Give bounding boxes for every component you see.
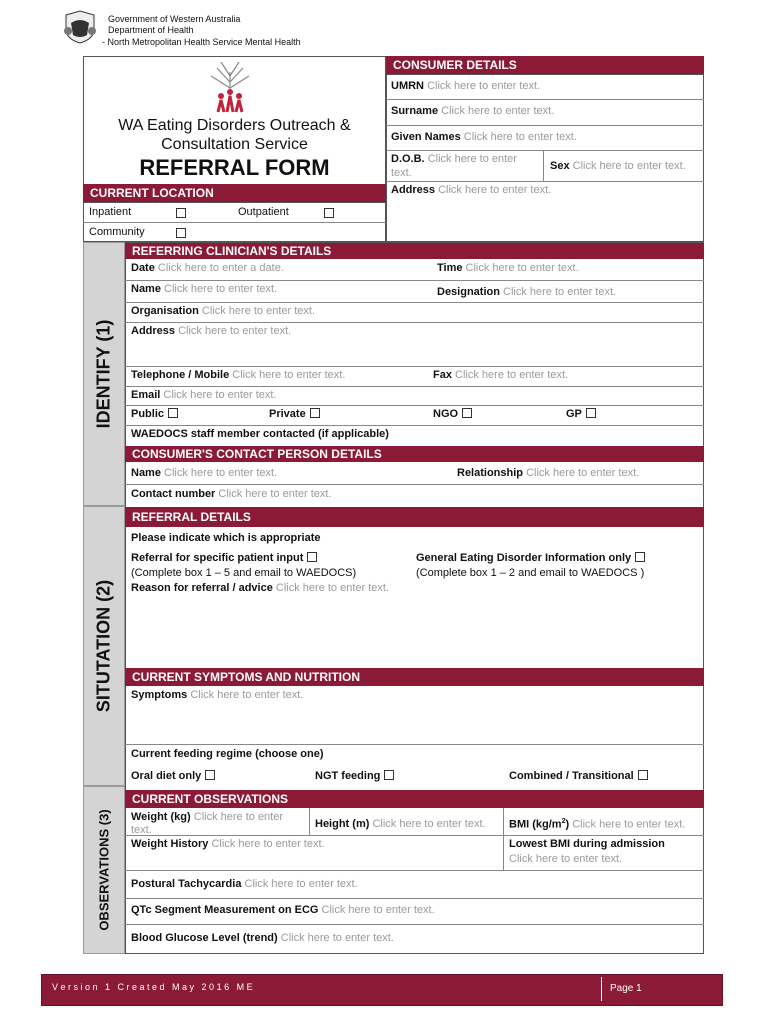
community-option[interactable]: Community <box>89 226 145 238</box>
dept-line: Department of Health <box>108 25 194 35</box>
private-option[interactable]: Private <box>269 408 320 420</box>
indicate-label: Please indicate which is appropriate <box>131 532 321 544</box>
telephone-field[interactable]: Telephone / Mobile Click here to enter text. <box>131 369 346 381</box>
identify-sidebar: IDENTIFY (1) <box>83 242 125 506</box>
specific-input-note: (Complete box 1 – 5 and email to WAEDOCS) <box>131 567 357 579</box>
general-info-note: (Complete box 1 – 2 and email to WAEDOCS ) <box>416 567 645 579</box>
location-header: CURRENT LOCATION <box>83 184 386 202</box>
contact-name-field[interactable]: Name Click here to enter text. <box>131 467 278 479</box>
sex-field[interactable]: Sex Click here to enter text. <box>550 160 686 172</box>
reason-field[interactable]: Reason for referral / advice Click here to enter text. <box>131 582 390 594</box>
oral-diet-option[interactable]: Oral diet only <box>131 770 215 782</box>
wa-crest-logo <box>60 9 100 45</box>
weight-history-field[interactable]: Weight History Click here to enter text. <box>131 838 325 850</box>
weight-field[interactable]: Weight (kg) Click here to enter text. <box>131 811 284 836</box>
designation-field[interactable]: Designation Click here to enter text. <box>437 286 617 298</box>
specific-input-option[interactable]: Referral for specific patient input <box>131 552 317 564</box>
symptoms-header: CURRENT SYMPTOMS AND NUTRITION <box>125 668 704 686</box>
consumer-header: CONSUMER DETAILS <box>386 56 704 74</box>
email-field[interactable]: Email Click here to enter text. <box>131 389 277 401</box>
referral-header: REFERRAL DETAILS <box>125 507 704 527</box>
dob-field[interactable]: D.O.B. Click here to enter text. <box>391 153 517 179</box>
relationship-field[interactable]: Relationship Click here to enter text. <box>457 467 640 479</box>
public-option[interactable]: Public <box>131 408 178 420</box>
outpatient-checkbox[interactable] <box>324 208 334 218</box>
service-line: - North Metropolitan Health Service Mental Health <box>102 37 301 47</box>
bmi-field[interactable]: BMI $(kg/m^2)$ Click here to enter text. <box>509 818 686 831</box>
umrn-field[interactable]: UMRN Click here to enter text. <box>391 80 541 92</box>
fax-field[interactable]: Fax Click here to enter text. <box>433 369 569 381</box>
gov-line: Government of Western Australia <box>108 14 241 24</box>
ngo-option[interactable]: NGO <box>433 408 472 420</box>
clinician-time-field[interactable]: Time Click here to enter text. <box>437 262 579 274</box>
service-name-1: WA Eating Disorders Outreach & <box>118 117 351 134</box>
combined-option[interactable]: Combined / Transitional <box>509 770 648 782</box>
observations-header: CURRENT OBSERVATIONS <box>125 790 704 808</box>
ngt-feeding-option[interactable]: NGT feeding <box>315 770 394 782</box>
contact-header: CONSUMER'S CONTACT PERSON DETAILS <box>125 446 704 462</box>
consumer-address-field[interactable]: Address Click here to enter text. <box>391 184 552 196</box>
clinician-date-field[interactable]: Date Click here to enter a date. <box>131 262 284 274</box>
tree-logo <box>205 58 255 114</box>
qtc-field[interactable]: QTc Segment Measurement on ECG Click here to enter text. <box>131 904 435 916</box>
clinician-name-field[interactable]: Name Click here to enter text. <box>131 283 278 295</box>
symptoms-field[interactable]: Symptoms Click here to enter text. <box>131 689 304 701</box>
situation-sidebar: SITUTATION (2) <box>83 506 125 786</box>
given-names-field[interactable]: Given Names Click here to enter text. <box>391 131 577 143</box>
clinician-header: REFERRING CLINICIAN'S DETAILS <box>125 243 704 259</box>
community-checkbox[interactable] <box>176 228 186 238</box>
lowest-bmi-field[interactable]: Click here to enter text. <box>509 853 623 865</box>
footer-page: Page 1 <box>601 977 713 1001</box>
feeding-label: Current feeding regime (choose one) <box>131 748 324 760</box>
service-name-2: Consultation Service <box>161 136 308 153</box>
form-title: REFERRAL FORM <box>139 155 330 180</box>
inpatient-checkbox[interactable] <box>176 208 186 218</box>
clinician-address-field[interactable]: Address Click here to enter text. <box>131 325 292 337</box>
glucose-field[interactable]: Blood Glucose Level (trend) Click here to enter text. <box>131 932 394 944</box>
general-info-option[interactable]: General Eating Disorder Information only <box>416 552 645 564</box>
inpatient-option[interactable]: Inpatient <box>89 206 132 218</box>
lowest-bmi-label: Lowest BMI during admission <box>509 838 665 850</box>
tachycardia-field[interactable]: Postural Tachycardia Click here to enter text. <box>131 878 358 890</box>
footer-version: V e r s i o n 1 C r e a t e d M a y 2 0 1 6 M E <box>52 982 253 992</box>
observations-sidebar: OBSERVATIONS (3) <box>83 786 125 954</box>
waedocs-contacted-label: WAEDOCS staff member contacted (if applicable) <box>131 428 389 440</box>
organisation-field[interactable]: Organisation Click here to enter text. <box>131 305 316 317</box>
surname-field[interactable]: Surname Click here to enter text. <box>391 105 555 117</box>
contact-number-field[interactable]: Contact number Click here to enter text. <box>131 488 332 500</box>
height-field[interactable]: Height (m) Click here to enter text. <box>315 818 486 830</box>
outpatient-option[interactable]: Outpatient <box>238 206 289 218</box>
gp-option[interactable]: GP <box>566 408 596 420</box>
